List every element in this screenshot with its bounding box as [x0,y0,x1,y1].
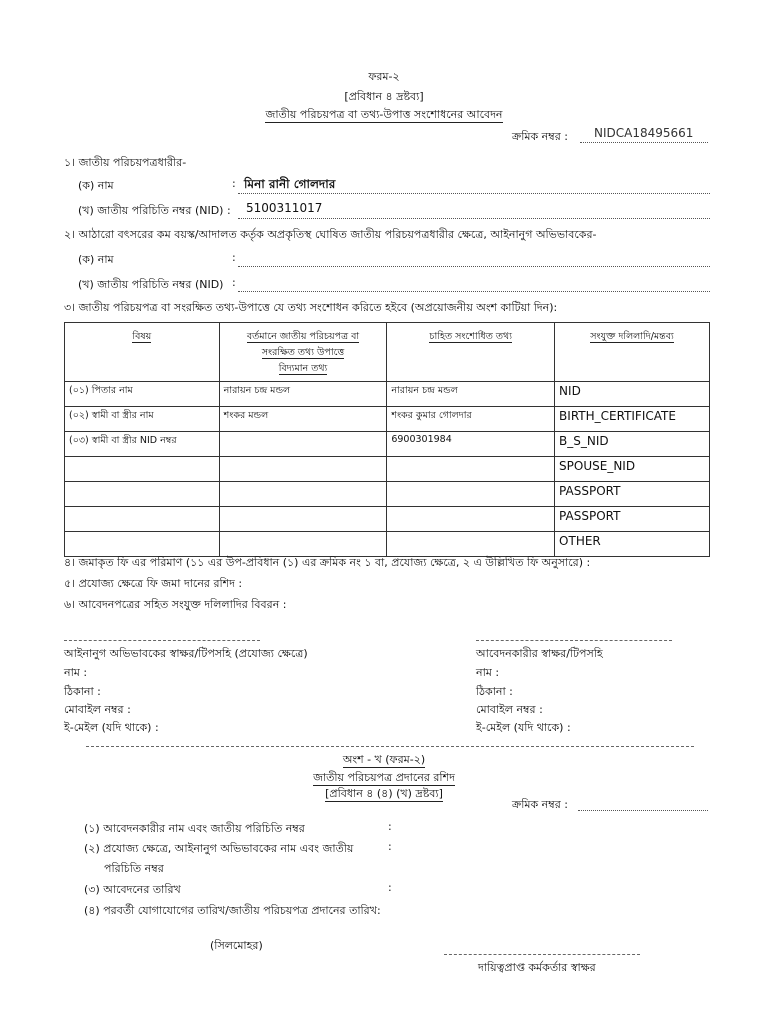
receipt-item-3: (৩) আবেদনের তারিখ [84,883,181,896]
part-b-serial-label: ক্রমিক নম্বর : [512,798,568,811]
serial-number-line [580,142,708,143]
row-requested: নারায়ন চন্দ্র মন্ডল [387,382,555,407]
row-subject [65,532,220,557]
holder-name-line [238,193,710,194]
row-current [219,532,387,557]
row-current: নারায়ন চন্দ্র মন্ডল [219,382,387,407]
row-subject: (০২) স্বামী বা স্ত্রীর নাম [65,407,220,432]
receipt-item-1-colon: : [388,820,392,833]
row-subject [65,482,220,507]
holder-name-label: (ক) নাম [78,179,114,192]
row-subject [65,457,220,482]
table-row [65,407,710,432]
holder-name-value: মিনা রানী গোলদার [244,177,336,191]
form-title [0,106,768,125]
correction-table [64,322,710,557]
row-attachment: B_S_NID [555,432,710,457]
holder-nid-value: 5100311017 [246,201,323,215]
row-requested: 6900301984 [387,432,555,457]
row-current [219,457,387,482]
table-header-row [65,323,710,382]
row-attachment: BIRTH_CERTIFICATE [555,407,710,432]
section-1-heading: ১। জাতীয় পরিচয়পত্রধারীর- [64,156,187,169]
table-row [65,482,710,507]
row-attachment: SPOUSE_NID [555,457,710,482]
guardian-address-field: ঠিকানা : [64,685,101,698]
row-requested [387,482,555,507]
table-row [65,432,710,457]
holder-name-colon: : [232,177,236,190]
row-requested [387,457,555,482]
serial-number-value: NIDCA18495661 [594,126,694,140]
part-b-serial-line [578,810,708,811]
holder-nid-line [238,218,710,219]
part-b-label: অংশ - খ (ফরম-২) [342,753,426,766]
applicant-name-field: নাম : [476,666,500,679]
form-number: ফরম-২ [368,70,400,83]
receipt-item-2-cont: পরিচিতি নম্বর [104,862,164,875]
rule-reference: [প্রবিধান ৪ দ্রষ্টব্য] [344,90,424,103]
guardian-nid-label: (খ) জাতীয় পরিচিতি নম্বর (NID) [78,278,224,291]
guardian-name-line [238,266,710,267]
form-title-text: জাতীয় পরিচয়পত্র বা তথ্য-উপাত্ত সংশোধনের আবেদন [265,108,503,121]
cut-line [86,746,694,747]
guardian-email-field: ই-মেইল (যদি থাকে) : [64,721,159,734]
section-2-heading: ২। আঠারো বৎসরের কম বয়স্ক/আদালত কর্তৃক অপ্রকৃতিস্থ ঘোষিত জাতীয় পরিচয়পত্রধারীর ক্ষেত্রে, আইনানুগ অভিভাবকের- [64,228,597,241]
table-row [65,532,710,557]
part-b-rule-reference: [প্রবিধান ৪ (৪) (খ) দ্রষ্টব্য] [325,787,443,800]
holder-nid-label: (খ) জাতীয় পরিচিতি নম্বর (NID) : [78,204,231,217]
row-subject [65,507,220,532]
guardian-mobile-field: মোবাইল নম্বর : [64,703,131,716]
applicant-mobile-field: মোবাইল নম্বর : [476,703,543,716]
applicant-signature-label: আবেদনকারীর স্বাক্ষর/টিপসহি [476,647,603,660]
row-current [219,507,387,532]
row-attachment: PASSPORT [555,507,710,532]
applicant-email-field: ই-মেইল (যদি থাকে) : [476,721,571,734]
receipt-item-4: (৪) পরবর্তী যোগাযোগের তারিখ/জাতীয় পরিচয়পত্র প্রদানের তারিখ: [84,904,381,917]
row-requested [387,507,555,532]
section-5-receipt: ৫। প্রযোজ্য ক্ষেত্রে ফি জমা দানের রশিদ : [64,577,243,590]
row-attachment: OTHER [555,532,710,557]
receipt-item-2-colon: : [388,840,392,853]
guardian-name-field: নাম : [64,666,88,679]
row-requested [387,532,555,557]
officer-signature-label: দায়িত্বপ্রাপ্ত কর্মকর্তার স্বাক্ষর [478,961,596,974]
col-header-subject: বিষয় [65,323,220,382]
table-row [65,382,710,407]
row-current [219,432,387,457]
guardian-name-colon: : [232,251,236,264]
col-header-attachment: সংযুক্ত দলিলাদি/মন্তব্য [555,323,710,382]
section-3-heading: ৩। জাতীয় পরিচয়পত্র বা সংরক্ষিত তথ্য-উপাত্তে যে তথ্য সংশোধন করিতে হইবে (অপ্রয়োজনীয় অংশ কাটিয়া দিন): [64,301,558,314]
guardian-name-label: (ক) নাম [78,253,114,266]
guardian-nid-colon: : [232,276,236,289]
row-attachment: NID [555,382,710,407]
table-row [65,507,710,532]
col-header-current: বর্তমানে জাতীয় পরিচয়পত্র বা সংরক্ষিত তথ্য উপাত্তে বিদ্যমান তথ্য [219,323,387,382]
row-current [219,482,387,507]
receipt-item-1: (১) আবেদনকারীর নাম এবং জাতীয় পরিচিতি নম্বর [84,822,305,835]
row-requested: শংকর কুমার গোলদার [387,407,555,432]
row-attachment: PASSPORT [555,482,710,507]
guardian-signature-label: আইনানুগ অভিভাবকের স্বাক্ষর/টিপসহি (প্রযোজ্য ক্ষেত্রে) [64,647,308,660]
officer-signature-line [444,954,640,955]
applicant-signature-line [476,640,672,641]
section-6-attachments: ৬। আবেদনপত্রের সহিত সংযুক্ত দলিলাদির বিবরন : [64,598,287,611]
applicant-address-field: ঠিকানা : [476,685,513,698]
guardian-nid-line [238,291,710,292]
section-4-fee: ৪। জমাকৃত ফি এর পরিমাণ (১১ এর উপ-প্রবিধান (১) এর ক্রমিক নং ১ বা, প্রযোজ্য ক্ষেত্রে, ২ এ উল্লিখিত ফি অনুসারে) : [64,556,591,569]
row-subject: (০৩) স্বামী বা স্ত্রীর NID নম্বর [65,432,220,457]
receipt-item-3-colon: : [388,881,392,894]
part-b-title: জাতীয় পরিচয়পত্র প্রদানের রশিদ [313,771,455,784]
row-current: শংকর মন্ডল [219,407,387,432]
row-subject: (০১) পিতার নাম [65,382,220,407]
receipt-item-2: (২) প্রযোজ্য ক্ষেত্রে, আইনানুগ অভিভাবকের নাম এবং জাতীয় [84,842,354,855]
serial-number-label: ক্রমিক নম্বর : [512,130,568,143]
table-row [65,457,710,482]
guardian-signature-line [64,640,260,641]
seal-label: (সিলমোহর) [210,939,263,952]
col-header-requested: চাহিত সংশোধিত তথ্য [387,323,555,382]
